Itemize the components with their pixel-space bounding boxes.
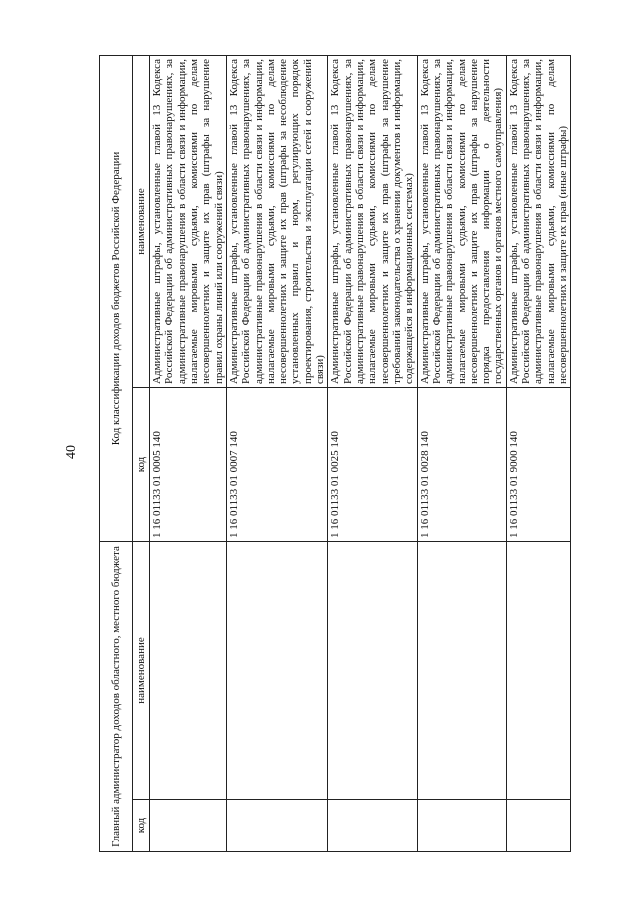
table-subheader-row <box>133 56 150 852</box>
subheader-admin-name: наименование <box>133 542 150 800</box>
name-cell: Административные штрафы, установленные главой 13 Кодекса Российской Федерации об административных правонарушениях, за административные правонарушения в области связи и информации, налагаемые мировыми судьями, комиссиями по делам несовершеннолетних и защите их прав (штрафы за нарушение правил охраны линий или сооружений связи) <box>150 56 227 388</box>
name-cell: Административные штрафы, установленные главой 13 Кодекса Российской Федерации об административных правонарушениях, за административные правонарушения в области связи и информации, налагаемые мировыми судьями, комиссиями по делам несовершеннолетних и защите их прав (штрафы за нарушение порядка предоставления информации о деятельности государственных органов и органов местного самоуправления) <box>417 56 506 388</box>
code-cell: 1 16 01133 01 9000 140 <box>506 388 571 542</box>
subheader-name: наименование <box>133 56 150 388</box>
page-number: 40 <box>64 445 79 459</box>
admin-code-cell <box>150 800 227 852</box>
admin-code-cell <box>226 800 328 852</box>
name-cell: Административные штрафы, установленные главой 13 Кодекса Российской Федерации об административных правонарушениях, за административные правонарушения в области связи и информации, налагаемые мировыми судьями, комиссиями по делам несовершеннолетних и защите их прав (иные штрафы) <box>506 56 571 388</box>
budget-classification-table <box>99 55 571 852</box>
rotated-table-container <box>99 55 569 852</box>
admin-name-cell <box>226 542 328 800</box>
table-row <box>417 56 506 852</box>
admin-name-cell <box>328 542 417 800</box>
admin-name-cell <box>150 542 227 800</box>
code-cell: 1 16 01133 01 0005 140 <box>150 388 227 542</box>
table-row <box>328 56 417 852</box>
table-row <box>150 56 227 852</box>
table-row <box>226 56 328 852</box>
admin-name-cell <box>417 542 506 800</box>
name-cell: Административные штрафы, установленные главой 13 Кодекса Российской Федерации об административных правонарушениях, за административные правонарушения в области связи и информации, налагаемые мировыми судьями, комиссиями по делам несовершеннолетних и защите их прав (штрафы за несоблюдение установленных правил и норм, регулирующих порядок проектирования, строительства и эксплуатации сетей и сооружений связи) <box>226 56 328 388</box>
code-cell: 1 16 01133 01 0025 140 <box>328 388 417 542</box>
admin-code-cell <box>328 800 417 852</box>
header-admin-group: Главный администратор доходов областного, местного бюджета <box>100 542 133 852</box>
subheader-code: код <box>133 388 150 542</box>
admin-code-cell <box>506 800 571 852</box>
table-row <box>506 56 571 852</box>
name-cell: Административные штрафы, установленные главой 13 Кодекса Российской Федерации об административных правонарушениях, за административные правонарушения в области связи и информации, налагаемые мировыми судьями, комиссиями по делам несовершеннолетних и защите их прав (штрафы за нарушение требований законодательства о хранении документов и информации, содержащейся в информационных системах) <box>328 56 417 388</box>
header-classification-group: Код классификации доходов бюджетов Российской Федерации <box>100 56 133 542</box>
code-cell: 1 16 01133 01 0007 140 <box>226 388 328 542</box>
subheader-admin-code: код <box>133 800 150 852</box>
admin-code-cell <box>417 800 506 852</box>
code-cell: 1 16 01133 01 0028 140 <box>417 388 506 542</box>
table-header-row <box>100 56 133 852</box>
admin-name-cell <box>506 542 571 800</box>
